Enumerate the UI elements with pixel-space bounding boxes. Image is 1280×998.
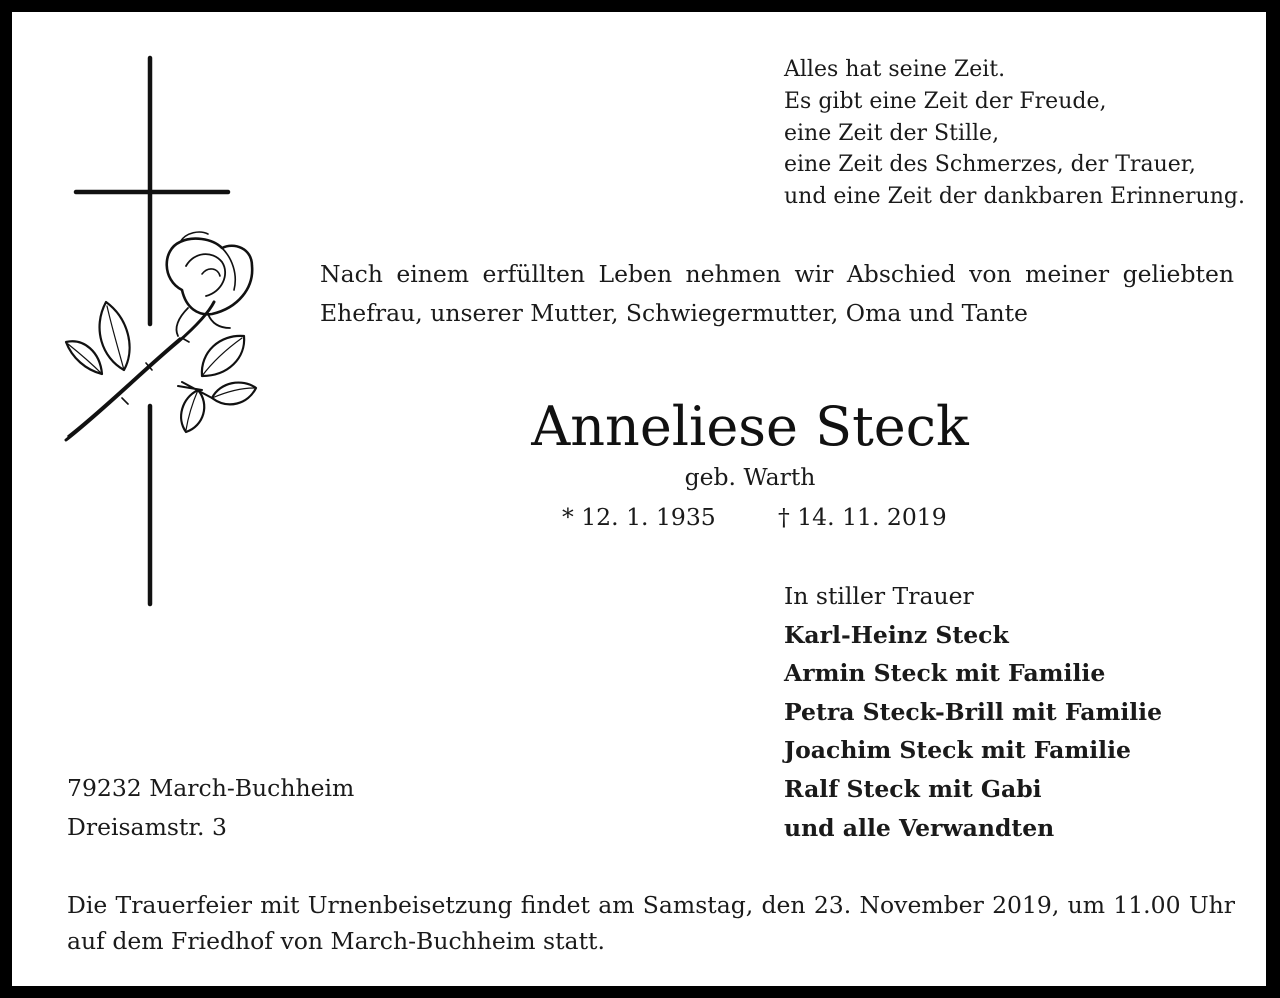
address-street: Dreisamstr. 3 <box>67 812 227 841</box>
poem <box>784 54 1245 213</box>
mourner-name: Armin Steck mit Familie <box>784 659 1106 688</box>
farewell-line: Ehefrau, unserer Mutter, Schwiegermutter, Oma und Tante <box>320 299 1028 327</box>
farewell-line: Nach einem erfüllten Leben nehmen wir Abschied von meiner geliebten <box>320 260 1234 288</box>
death-date: † 14. 11. 2019 <box>778 503 947 531</box>
mourner-name: Petra Steck-Brill mit Familie <box>784 697 1163 726</box>
obituary-card <box>12 12 1266 986</box>
cross-with-rose-icon <box>62 52 258 610</box>
mourner-name: Joachim Steck mit Familie <box>784 736 1131 765</box>
address-city: 79232 March-Buchheim <box>67 774 355 802</box>
funeral-notice <box>67 887 1235 959</box>
address <box>67 769 354 846</box>
poem-line: eine Zeit der Stille, <box>784 120 1000 146</box>
poem-line: Es gibt eine Zeit der Freude, <box>784 88 1107 114</box>
farewell-text <box>320 255 1234 333</box>
poem-line: eine Zeit des Schmerzes, der Trauer, <box>784 152 1196 178</box>
mourners-intro: In stiller Trauer <box>784 582 974 610</box>
funeral-notice-line: auf dem Friedhof von March-Buchheim statt. <box>67 927 605 955</box>
birth-name: geb. Warth <box>684 463 816 491</box>
funeral-notice-line: Die Trauerfeier mit Urnenbeisetzung findet am Samstag, den 23. November 2019, um 11.00 Uhr <box>67 891 1235 919</box>
birth-date: * 12. 1. 1935 <box>562 503 716 531</box>
mourner-name: Ralf Steck mit Gabi <box>784 774 1042 803</box>
mourners-list <box>784 577 1162 847</box>
mourner-name: Karl-Heinz Steck <box>784 620 1009 649</box>
deceased-name: Anneliese Steck <box>531 395 969 458</box>
mourner-name: und alle Verwandten <box>784 813 1055 842</box>
poem-line: und eine Zeit der dankbaren Erinnerung. <box>784 184 1245 210</box>
poem-line: Alles hat seine Zeit. <box>784 57 1006 82</box>
